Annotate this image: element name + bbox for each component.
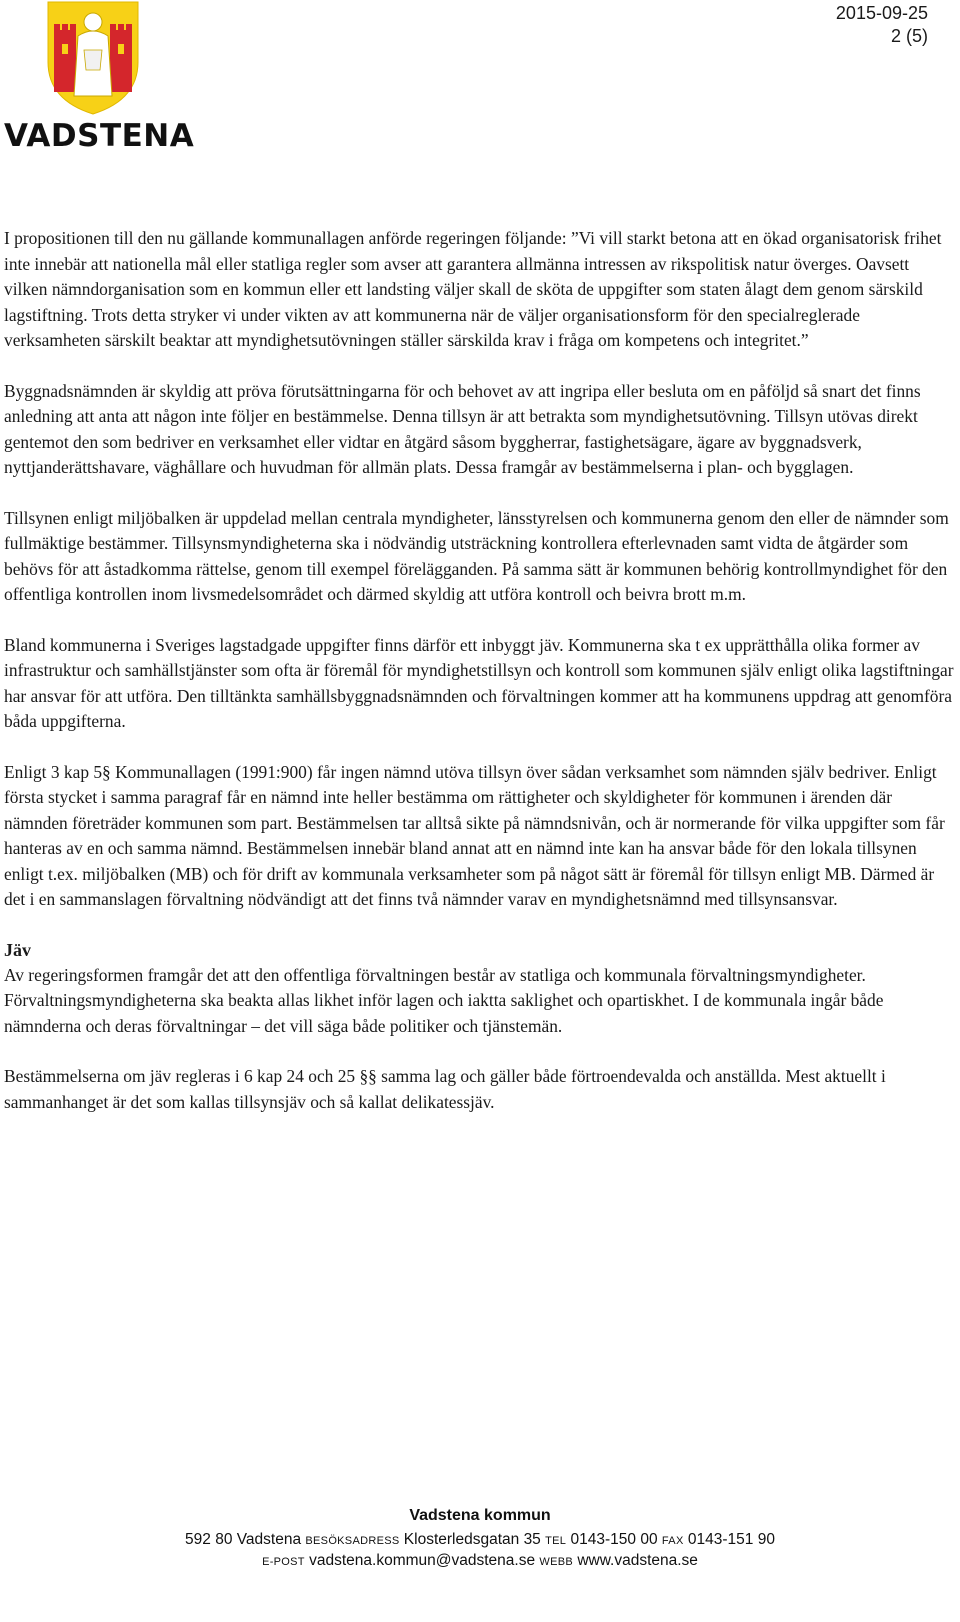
logo-wordmark: VADSTENA (4, 118, 195, 154)
footer-tel: 0143-150 00 (570, 1531, 658, 1548)
footer-contact-line (0, 1551, 960, 1572)
page-number: 2 (5) (890, 26, 928, 46)
paragraph-kommunallagen: Enligt 3 kap 5§ Kommunallagen (1991:900) får ingen nämnd utöva tillsyn över sådan verksamhet som nämnden själv bedriver. Enligt första stycket i samma paragraf får en nämnd inte heller bestämma om rättigheter och skyldigheter för kommunen i ärenden där nämnden företräder kommunen som part. Bestämmelsen tar alltså sikte på nämndsnivån, och är normerande för vilka uppgifter som får hanteras av en och samma nämnd. Bestämmelsen innebär bland annat att en nämnd inte kan ha ansvar både för den lokala tillsynen enligt t.ex. miljöbalken (MB) och för drift av kommunala verksamheter som på något sätt är föremål för tillsyn enligt MB. Därmed är det i en sammanslagen förvaltning nödvändigt att det finns två nämnder varav en myndighetsnämnd med tillsynsansvar. (4, 761, 945, 909)
footer-tel-label: TEL (545, 1535, 567, 1547)
document-body (4, 226, 956, 1140)
footer-email-label: E-POST (262, 1556, 305, 1568)
footer-visit-label: BESÖKSADRESS (305, 1535, 400, 1547)
paragraph-tillsynen: Tillsynen enligt miljöbalken är uppdelad mellan centrala myndigheter, länsstyrelsen och kommunerna genom den eller de nämnder som fullmäktige bestämmer. Tillsynsmyndigheterna ska i nödvändig utsträckning kontrollera efterlevnaden samt vidta de åtgärder som behövs för att åstadkomma rättelse, genom till exempel förelägganden. På samma sätt är kommunen behörig kontrollmyndighet för den offentliga kontrollen inom livsmedelsområdet och därmed skyldig att utföra kontroll och beivra brott m.m. (4, 507, 949, 604)
footer-fax-label: FAX (661, 1535, 684, 1547)
footer-web[interactable]: www.vadstena.se (577, 1552, 698, 1569)
footer (0, 1506, 960, 1572)
shield-icon (4, 0, 144, 118)
document-meta (836, 2, 928, 48)
footer-web-label: WEBB (539, 1556, 573, 1568)
paragraph-bestammelserna: Bestämmelserna om jäv regleras i 6 kap 24 och 25 §§ samma lag och gäller både förtroendevalda och anställda. Mest aktuellt i sammanhanget är det som kallas tillsynsjäv och så kallat delikatessjäv. (4, 1066, 886, 1112)
footer-address-line (0, 1530, 960, 1551)
footer-postal: 592 80 Vadstena (185, 1531, 302, 1548)
footer-email[interactable]: vadstena.kommun@vadstena.se (309, 1552, 536, 1569)
paragraph-byggnadsnamnden: Byggnadsnämnden är skyldig att pröva förutsättningarna för och behovet av att ingripa eller besluta om en påföljd så snart det finns anledning att anta att någon inte följer en bestämmelse. Denna tillsyn är att betrakta som myndighetsutövning. Tillsyn utövas direkt gentemot den som bedriver en verksamhet eller vidtar en åtgärd såsom byggherrar, fastighetsägare, ägare av byggnadsverk, nyttjanderättshavare, väghållare och huvudman för allmän plats. Dessa framgår av bestämmelserna i plan- och bygglagen. (4, 380, 921, 477)
footer-visit: Klosterledsgatan 35 (403, 1531, 541, 1548)
paragraph-regeringsformen: Av regeringsformen framgår det att den offentliga förvaltningen består av statliga och kommunala förvaltningsmyndigheter. Förvaltningsmyndigheterna ska beakta allas likhet inför lagen och iaktta saklighet och opartiskhet. I de kommunala ingår både nämnderna och deras förvaltningar – det vill säga både politiker och tjänstemän. (4, 964, 884, 1036)
section-heading-jav: Jäv (4, 939, 31, 960)
footer-fax: 0143-151 90 (687, 1531, 775, 1548)
paragraph-bland-kommunerna: Bland kommunerna i Sveriges lagstadgade uppgifter finns därför ett inbyggt jäv. Kommunerna ska t ex upprätthålla olika former av infrastruktur och samhällstjänster som ofta är föremål för myndighetstillsyn och kontroll som kommunen själv enligt olika lagstiftningar har ansvar för att utföra. Den tilltänkta samhällsbyggnadsnämnden och förvaltningen kommer att ha kommunens uppdrag att genomföra båda uppgifterna. (4, 634, 954, 731)
document-date: 2015-09-25 (835, 3, 928, 23)
footer-organisation: Vadstena kommun (409, 1507, 551, 1524)
paragraph-proposition: I propositionen till den nu gällande kommunallagen anförde regeringen följande: ”Vi vill starkt betona att en ökad organisatorisk frihet inte innebär att nationella mål eller statliga regler som avser att garantera allmänna intressen av rikspolitisk natur överges. Oavsett vilken nämndorganisation som en kommun eller ett landsting väljer skall de sköta de uppgifter som staten ålagt dem genom särskild lagstiftning. Trots detta stryker vi under vikten av att kommunerna när de väljer organisationsform för den specialreglerade verksamheten särskilt beaktar att myndighetsutövningen ställer särskilda krav i fråga om kompetens och integritet.” (4, 228, 942, 350)
